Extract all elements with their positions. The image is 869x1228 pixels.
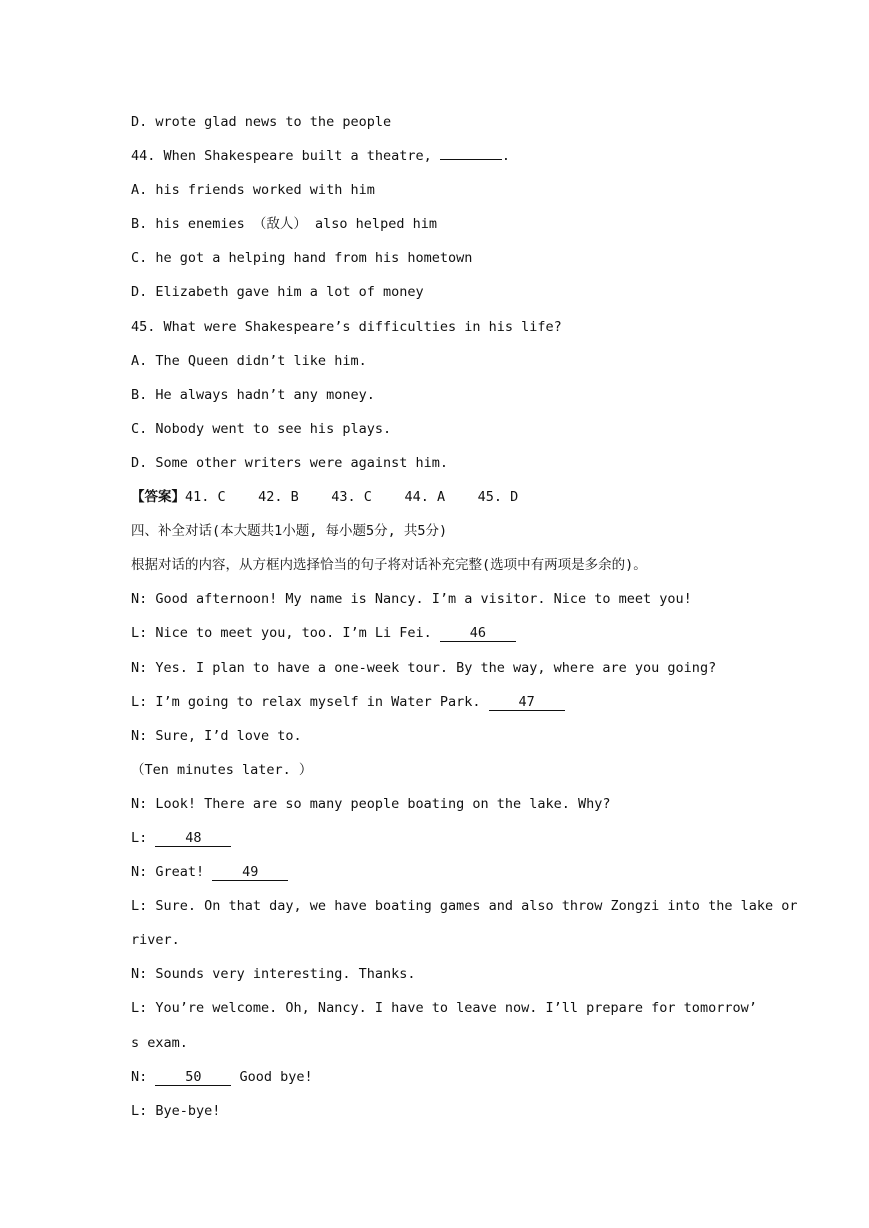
answer-blank-49: 49 [212,864,288,881]
answer-blank-50: 50 [155,1069,231,1086]
line-text: L: You’re welcome. Oh, Nancy. I have to leave now. I’ll prepare for tomorrow’ [131,1000,757,1017]
question-line [131,146,751,180]
line-text-after: . [501,148,510,165]
dialogue-line [131,726,751,760]
line-text-after: Good bye! [231,1068,313,1085]
line-text: L: [131,829,156,846]
dialogue-line-continued [131,1033,751,1067]
answer-label: 【答案】 [131,489,185,506]
answer-blank [440,159,502,160]
dialogue-line [131,964,751,998]
option-line [131,180,751,214]
dialogue-line [131,998,757,1032]
line-text: A. his friends worked with him [131,182,375,199]
stage-direction [131,760,751,794]
option-line [131,419,751,453]
answer-line [131,487,751,521]
dialogue-line [131,828,751,862]
line-text: L: Bye-bye! [131,1102,221,1119]
line-text: N: Great! [131,864,213,881]
line-text: 根据对话的内容，从方框内选择恰当的句子将对话补充完整(选项中有两项是多余的)。 [131,557,647,574]
line-text: D. wrote glad news to the people [131,114,392,130]
line-text: river. [131,932,180,949]
dialogue-line [131,589,751,623]
question-line [131,317,751,351]
option-line [131,214,751,248]
dialogue-line [131,623,751,657]
option-line [131,282,751,316]
line-text: C. he got a helping hand from his hometown [131,250,473,267]
line-text: D. Elizabeth gave him a lot of money [131,284,424,301]
line-text: N: Look! There are so many people boating on the lake. Why? [131,795,611,812]
answer-blank-46: 46 [440,625,516,642]
line-text: N: Good afternoon! My name is Nancy. I’m a visitor. Nice to meet you! [131,591,692,608]
line-text: 四、补全对话(本大题共1小题, 每小题5分, 共5分) [131,523,448,540]
answer-blank-47: 47 [489,694,565,711]
line-text: B. He always hadn’t any money. [131,386,375,403]
answer-text: 41. C 42. B 43. C 44. A 45. D [185,489,519,506]
dialogue-line [131,896,798,930]
line-text: D. Some other writers were against him. [131,454,448,471]
dialogue-line [131,794,751,828]
line-text: N: [131,1068,156,1085]
line-text: s exam. [131,1034,188,1051]
line-text: L: Sure. On that day, we have boating games and also throw Zongzi into the lake or [131,898,798,915]
line-text: L: I’m going to relax myself in Water Park. [131,693,489,710]
line-text: N: Sure, I’d love to. [131,727,302,744]
dialogue-line [131,692,751,726]
line-text: 44. When Shakespeare built a theatre, [131,148,440,165]
line-text: B. his enemies （敌人） also helped him [131,216,437,233]
line-text: C. Nobody went to see his plays. [131,420,392,437]
option-line [131,248,751,282]
line-text: A. The Queen didn’t like him. [131,352,367,369]
line-text: N: Sounds very interesting. Thanks. [131,966,416,983]
dialogue-line [131,658,751,692]
option-line [131,112,751,146]
line-text: （Ten minutes later. ） [131,761,313,778]
line-text: N: Yes. I plan to have a one-week tour. By the way, where are you going? [131,659,717,676]
dialogue-line [131,862,751,896]
line-text: 45. What were Shakespeare’s difficulties in his life? [131,318,562,335]
line-text: L: Nice to meet you, too. I’m Li Fei. [131,625,440,642]
answer-blank-48: 48 [155,830,231,847]
dialogue-line [131,1067,751,1101]
dialogue-line [131,1101,751,1135]
dialogue-line-continued [131,930,751,964]
instruction-line [131,555,751,589]
option-line [131,385,751,419]
option-line [131,351,751,385]
option-line [131,453,751,487]
document-page [131,112,798,1135]
section-heading [131,521,751,555]
